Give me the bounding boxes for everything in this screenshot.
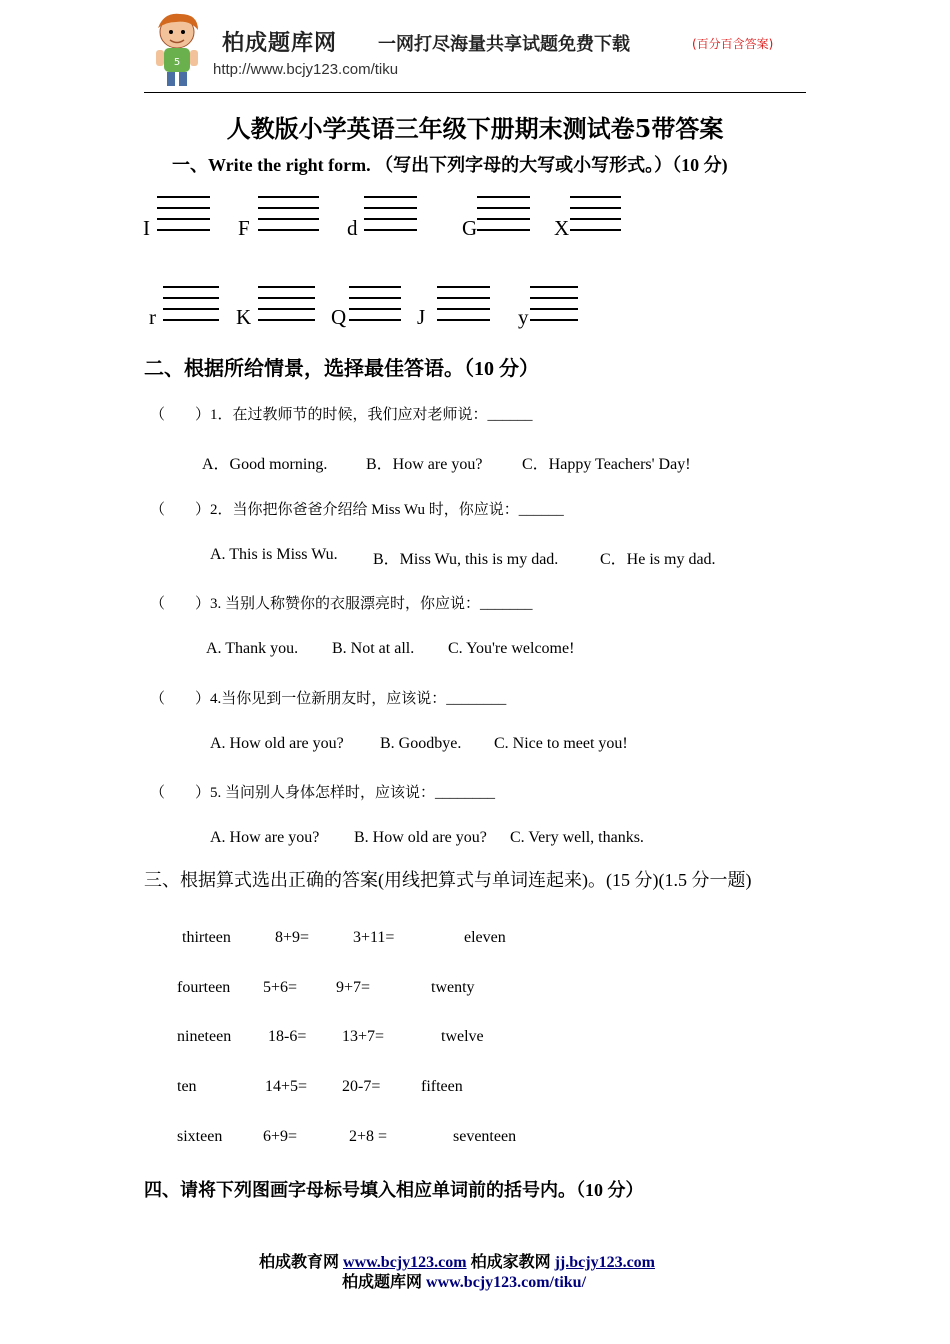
question-4-option-c[interactable]: C. Nice to meet you! bbox=[494, 735, 628, 752]
question-5-stem: （ ）5. 当问别人身体怎样时，应该说：________ bbox=[150, 785, 496, 801]
writing-lines bbox=[157, 196, 210, 232]
match-expression[interactable]: 5+6= bbox=[263, 979, 298, 996]
footer-label-tutor: 柏成家教网 bbox=[470, 1254, 551, 1271]
letter-row1-5: X bbox=[554, 216, 570, 240]
question-2-option-c[interactable]: C．He is my dad. bbox=[600, 551, 716, 568]
question-1-option-a[interactable]: A．Good morning. bbox=[202, 456, 328, 473]
question-3-option-a[interactable]: A. Thank you. bbox=[206, 640, 299, 657]
match-expression[interactable]: 14+5= bbox=[265, 1078, 308, 1095]
footer-label-tiku: 柏成题库网 bbox=[342, 1274, 423, 1291]
writing-lines bbox=[349, 286, 401, 322]
header-url[interactable]: http://www.bcjy123.com/tiku bbox=[213, 61, 399, 78]
letter-row2-3: Q bbox=[331, 305, 347, 329]
header-slogan-tag: (百分百含答案) bbox=[692, 37, 774, 51]
writing-lines bbox=[163, 286, 219, 322]
match-expression[interactable]: 8+9= bbox=[275, 929, 310, 946]
question-1-stem: （ ）1．在过教师节的时候，我们应对老师说：______ bbox=[150, 407, 533, 423]
match-expression[interactable]: 20-7= bbox=[342, 1078, 381, 1095]
match-word[interactable]: twenty bbox=[431, 979, 475, 996]
letter-row2-1: r bbox=[149, 305, 156, 329]
svg-text:5: 5 bbox=[173, 57, 181, 68]
question-5-option-b[interactable]: B. How old are you? bbox=[354, 829, 487, 846]
question-5-option-c[interactable]: C. Very well, thanks. bbox=[510, 829, 644, 846]
match-expression[interactable]: 13+7= bbox=[342, 1028, 385, 1045]
writing-lines bbox=[258, 286, 315, 322]
question-4-option-a[interactable]: A. How old are you? bbox=[210, 735, 344, 752]
writing-lines bbox=[477, 196, 530, 232]
letter-row1-2: F bbox=[238, 216, 250, 240]
writing-lines bbox=[258, 196, 319, 232]
mascot-logo bbox=[146, 10, 208, 90]
page-title: 人教版小学英语三年级下册期末测试卷5带答案 bbox=[226, 114, 724, 143]
footer-link-tiku[interactable]: www.bcjy123.com/tiku/ bbox=[426, 1274, 587, 1291]
match-expression[interactable]: 2+8 = bbox=[349, 1128, 388, 1145]
match-word[interactable]: sixteen bbox=[177, 1128, 223, 1145]
letter-row1-1: I bbox=[143, 216, 150, 240]
letter-row1-4: G bbox=[462, 216, 478, 240]
match-expression[interactable]: 3+11= bbox=[353, 929, 395, 946]
match-word[interactable]: twelve bbox=[441, 1028, 484, 1045]
section4-heading: 四、请将下列图画字母标号填入相应单词前的括号内。（10 分） bbox=[144, 1180, 644, 1200]
header-brand: 柏成题库网 bbox=[222, 31, 338, 56]
question-2-option-a[interactable]: A. This is Miss Wu. bbox=[210, 546, 338, 563]
writing-lines bbox=[437, 286, 490, 322]
header-divider bbox=[144, 92, 806, 93]
question-5-option-a[interactable]: A. How are you? bbox=[210, 829, 320, 846]
footer-link-tutor[interactable]: jj.bcjy123.com bbox=[554, 1254, 655, 1271]
footer-link-edu[interactable]: www.bcjy123.com bbox=[343, 1254, 467, 1271]
footer-line-2 bbox=[342, 1269, 586, 1292]
match-expression[interactable]: 6+9= bbox=[263, 1128, 298, 1145]
question-4-stem: （ ）4.当你见到一位新朋友时，应该说：________ bbox=[150, 691, 507, 707]
header-slogan: 一网打尽海量共享试题免费下载 bbox=[378, 34, 630, 55]
match-word[interactable]: eleven bbox=[464, 929, 506, 946]
question-1-option-b[interactable]: B．How are you? bbox=[366, 456, 483, 473]
question-3-stem: （ ）3. 当别人称赞你的衣服漂亮时，你应说：_______ bbox=[150, 596, 533, 612]
match-expression[interactable]: 18-6= bbox=[268, 1028, 307, 1045]
match-word[interactable]: ten bbox=[177, 1078, 197, 1095]
question-3-option-b[interactable]: B. Not at all. bbox=[332, 640, 415, 657]
match-word[interactable]: thirteen bbox=[182, 929, 231, 946]
match-word[interactable]: fifteen bbox=[421, 1078, 463, 1095]
writing-lines bbox=[364, 196, 417, 232]
question-1-option-c[interactable]: C．Happy Teachers' Day! bbox=[522, 456, 691, 473]
letter-row2-5: y bbox=[518, 305, 529, 329]
letter-row2-4: J bbox=[417, 305, 426, 329]
question-2-option-b[interactable]: B．Miss Wu, this is my dad. bbox=[373, 551, 559, 568]
section3-heading: 三、根据算式选出正确的答案(用线把算式与单词连起来)。(15 分)(1.5 分一题) bbox=[144, 870, 752, 890]
letter-row2-2: K bbox=[236, 305, 252, 329]
footer-label-edu: 柏成教育网 bbox=[259, 1254, 340, 1271]
match-word[interactable]: seventeen bbox=[453, 1128, 517, 1145]
match-expression[interactable]: 9+7= bbox=[336, 979, 371, 996]
question-3-option-c[interactable]: C. You're welcome! bbox=[448, 640, 575, 657]
question-2-stem: （ ）2．当你把你爸爸介绍给 Miss Wu 时，你应说：______ bbox=[150, 502, 564, 518]
match-word[interactable]: fourteen bbox=[177, 979, 231, 996]
section2-heading: 二、根据所给情景，选择最佳答语。（10 分） bbox=[144, 358, 539, 380]
letter-row1-3: d bbox=[347, 216, 358, 240]
match-word[interactable]: nineteen bbox=[177, 1028, 232, 1045]
section1-heading: 一、Write the right form. （写出下列字母的大写或小写形式。）（10 分) bbox=[172, 155, 728, 175]
writing-lines bbox=[570, 196, 621, 232]
writing-lines bbox=[530, 286, 578, 322]
question-4-option-b[interactable]: B. Goodbye. bbox=[380, 735, 462, 752]
